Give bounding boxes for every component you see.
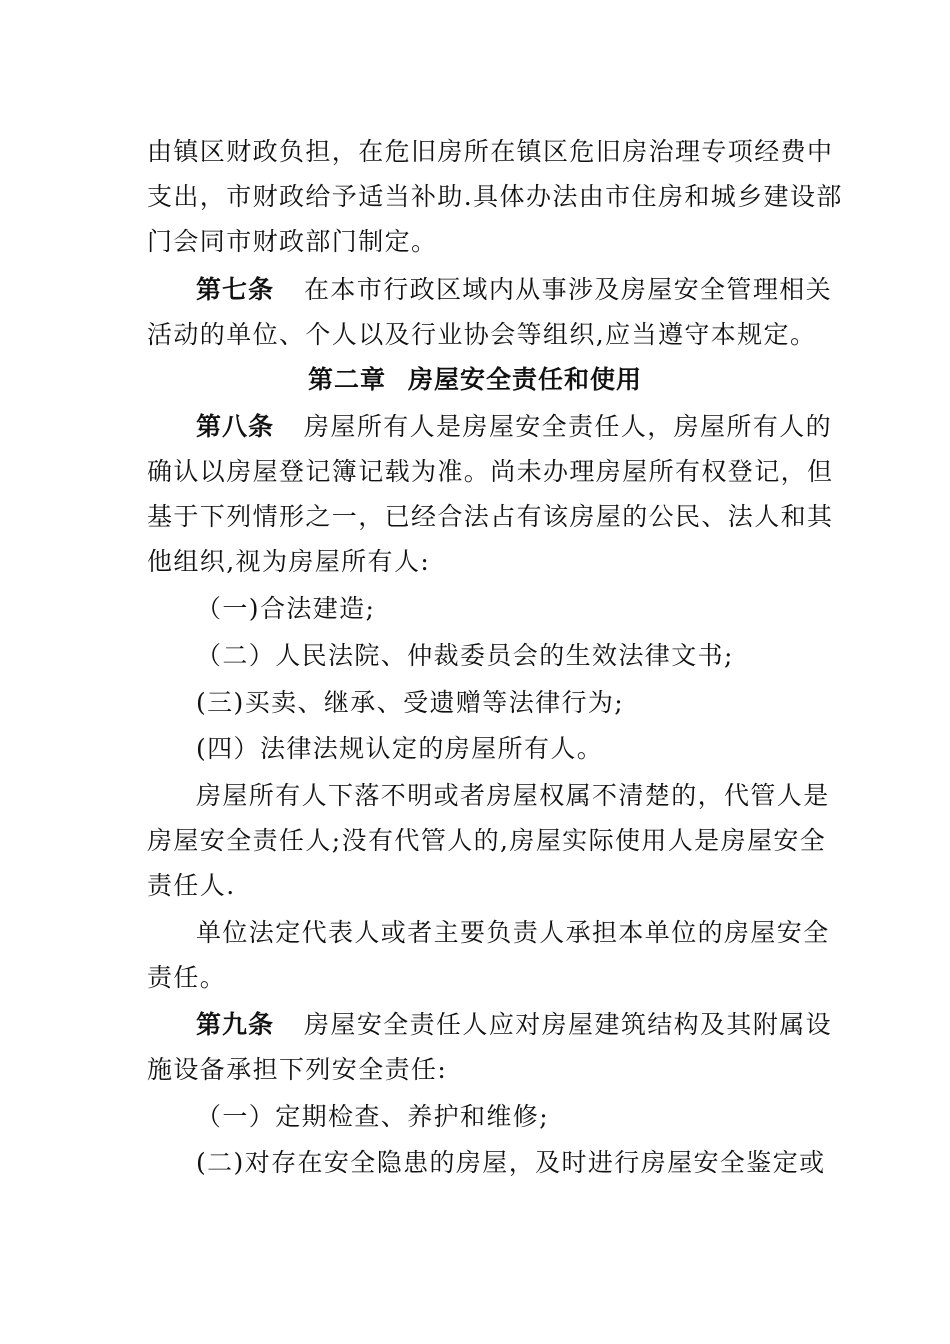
paragraph-line: 由镇区财政负担，在危旧房所在镇区危旧房治理专项经费中: [147, 137, 834, 166]
paragraph-line: 责任。: [147, 963, 227, 992]
list-item: (三)买卖、继承、受遗赠等法律行为;: [196, 688, 625, 717]
list-item: (二)对存在安全隐患的房屋，及时进行房屋安全鉴定或: [196, 1148, 826, 1177]
paragraph-line: 房屋所有人下落不明或者房屋权属不清楚的，代管人是: [196, 781, 830, 810]
paragraph-line: 他组织,视为房屋所有人:: [147, 547, 431, 576]
article-text: 在本市行政区域内从事涉及房屋安全管理相关: [304, 275, 833, 304]
list-item: （一）定期检查、养护和维修;: [196, 1102, 550, 1131]
paragraph-line: 确认以房屋登记簿记载为准。尚未办理房屋所有权登记，但: [147, 457, 834, 486]
article-7: [196, 275, 832, 305]
article-9: [196, 1010, 832, 1040]
list-item: (四）法律法规认定的房屋所有人。: [196, 734, 604, 763]
article-8: [196, 412, 832, 442]
paragraph-line: 基于下列情形之一，已经合法占有该房屋的公民、法人和其: [147, 502, 834, 531]
paragraph-line: 支出，市财政给予适当补助.具体办法由市住房和城乡建设部: [147, 182, 843, 211]
paragraph-line: 施设备承担下列安全责任:: [147, 1055, 448, 1084]
article-title: 第八条: [196, 412, 275, 441]
article-text: 房屋安全责任人应对房屋建筑结构及其附属设: [304, 1010, 833, 1039]
list-item: （二）人民法院、仲裁委员会的生效法律文书;: [196, 641, 734, 670]
paragraph-line: 责任人.: [147, 871, 236, 900]
paragraph-line: 单位法定代表人或者主要负责人承担本单位的房屋安全: [196, 918, 830, 947]
chapter-heading: [0, 365, 950, 395]
paragraph-line: 活动的单位、个人以及行业协会等组织,应当遵守本规定。: [147, 320, 817, 349]
article-text: 房屋所有人是房屋安全责任人，房屋所有人的: [304, 412, 833, 441]
article-title: 第七条: [196, 275, 275, 304]
paragraph-line: 房屋安全责任人;没有代管人的,房屋实际使用人是房屋安全: [147, 826, 827, 855]
chapter-title: 房屋安全责任和使用: [408, 365, 643, 394]
article-title: 第九条: [196, 1010, 275, 1039]
list-item: （一)合法建造;: [196, 594, 376, 623]
chapter-number: 第二章: [307, 365, 386, 394]
paragraph-line: 门会同市财政部门制定。: [147, 227, 438, 256]
